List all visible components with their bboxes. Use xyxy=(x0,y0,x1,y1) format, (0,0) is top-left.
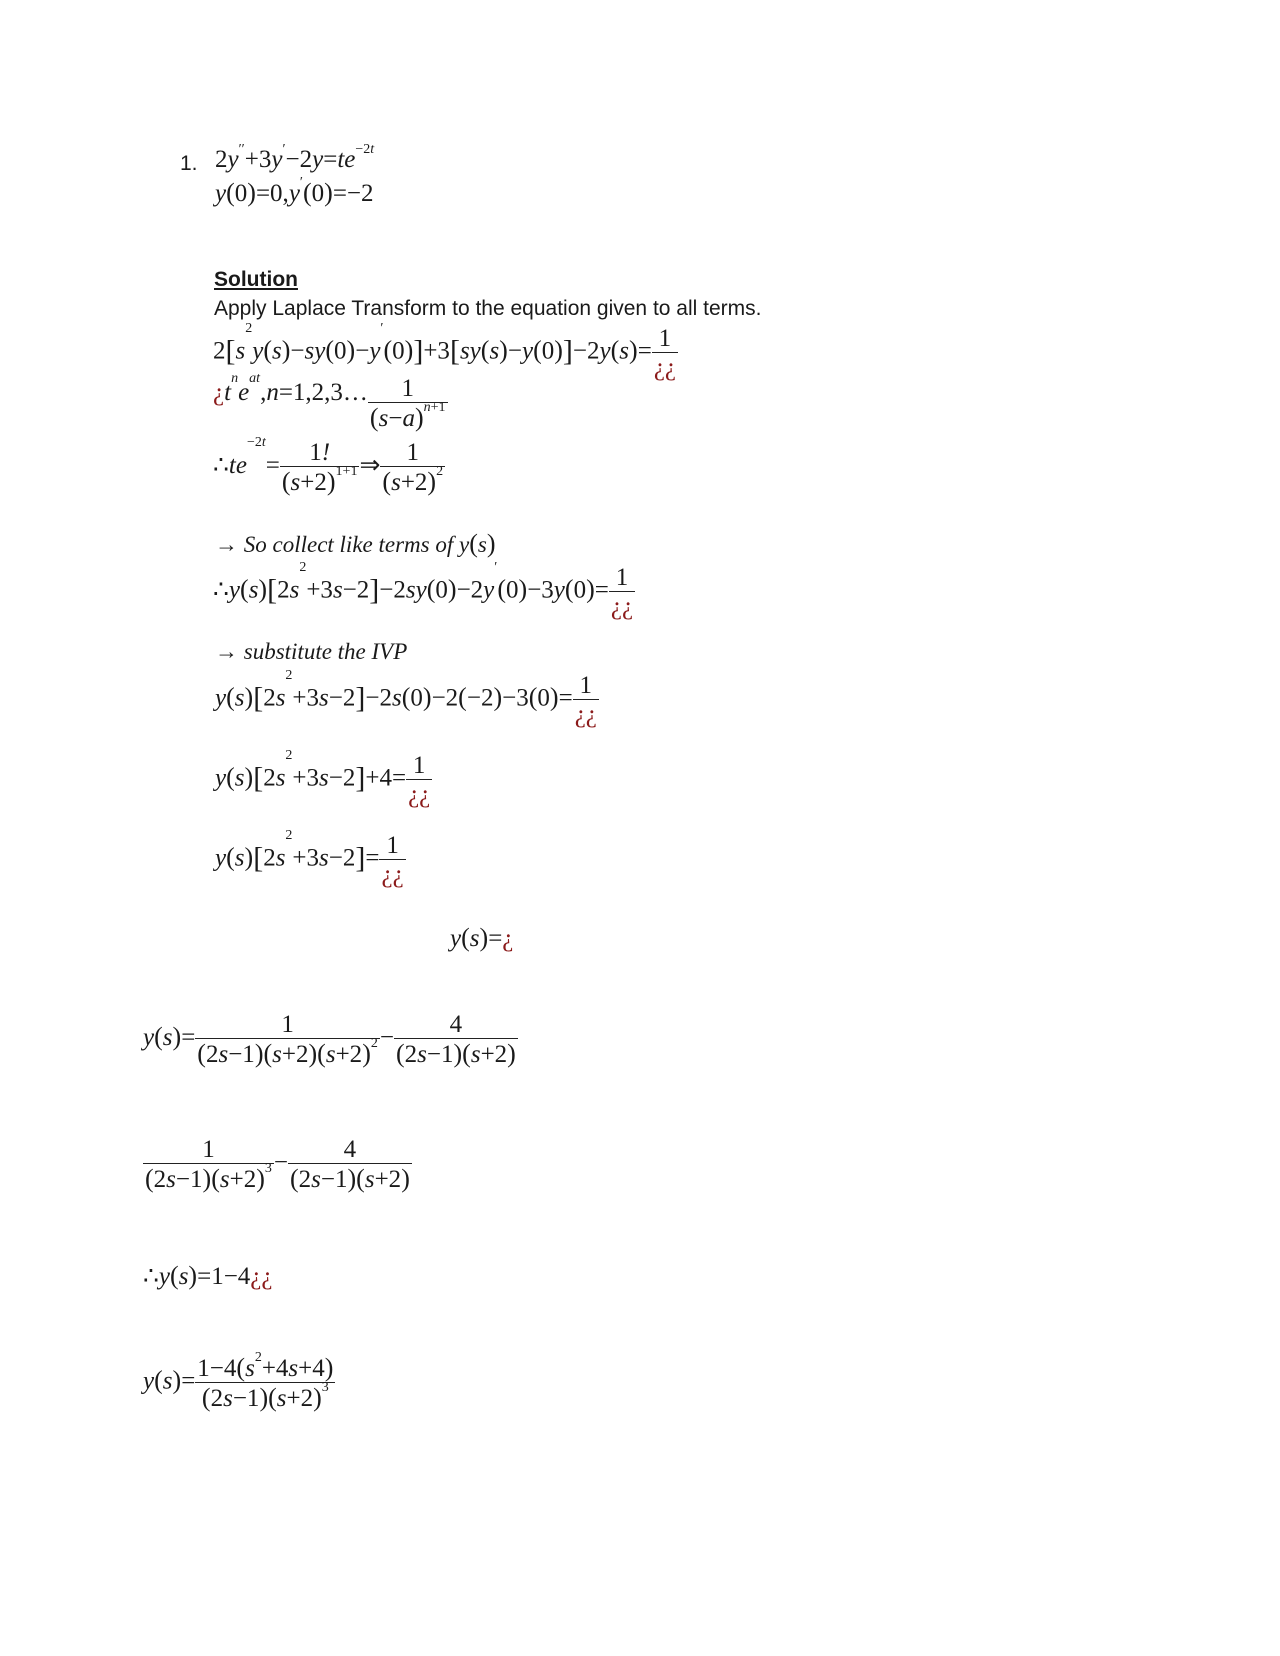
equation-simplified-1: $y(s)[2s^2+3s-2]+4=$ $\frac{1}{¿¿}$ xyxy=(215,748,431,808)
equation-therefore: ∴y(s)=1−4¿¿ xyxy=(143,1261,273,1290)
solution-intro: Apply Laplace Transform to the equation given to all terms. xyxy=(214,297,762,320)
equation-ys-result: y(s)=¿ xyxy=(450,923,514,952)
equation-substituted: $y(s)[2s^2+3s-2]-2s(0)-2(-2)-3(0)=$ $\frac{1}{¿¿}$ xyxy=(215,668,597,728)
equation-collected: $\therefore y(s)[2s^2+3s-2]-2sy(0)-2y'(0)-3y(0)=$ $\frac{1}{¿¿}$ xyxy=(213,560,634,620)
problem-number: 1. xyxy=(180,152,198,175)
initial-conditions: y(0)=0,y′(0)=−2 xyxy=(215,175,374,207)
equation-final: y(s)= $\frac{1-4(s^2+4s+4)}{(2s-1)(s+2)^3}$ xyxy=(143,1350,334,1412)
equation-laplace-applied: $2[s^2y(s)-sy(0)-y'(0)]+3[sy(s)-y(0)]-2y(s)=$ $\frac{1}{¿¿}$ xyxy=(213,321,677,381)
equation-ys-split: y(s)= $\frac{1}{(2s-1)(s+2)(s+2)^2}$ − $\frac{4}{(2s-1)(s+2)}$ xyxy=(143,1011,516,1068)
solution-heading: Solution xyxy=(214,268,298,291)
step-collect-like-terms: → So collect like terms of y(s) xyxy=(215,529,496,558)
equation-simplified-2: $y(s)[2s^2+3s-2]=$ $\frac{1}{¿¿}$ xyxy=(215,828,404,888)
step-substitute-ivp: → substitute the IVP xyxy=(215,639,408,664)
equation-transform-te: $\therefore te^{-2t}=$ $\frac{1!}{(s+2)^{1+1}}$ ⇒ $\frac{1}{(s+2)^2}$ xyxy=(213,435,444,496)
equation-formula: ¿$t^ne^{at},n=1,2,3\dots$ $\frac{1}{(s-a)^{n+1}}$ xyxy=(213,371,446,432)
equation-combined: $\frac{1}{(2s-1)(s+2)^3}$ − $\frac{4}{(2s-1)(s+2)}$ xyxy=(145,1136,410,1193)
problem-equation: $2y''+3y'-2y=te^{-2t}$ xyxy=(215,142,375,173)
